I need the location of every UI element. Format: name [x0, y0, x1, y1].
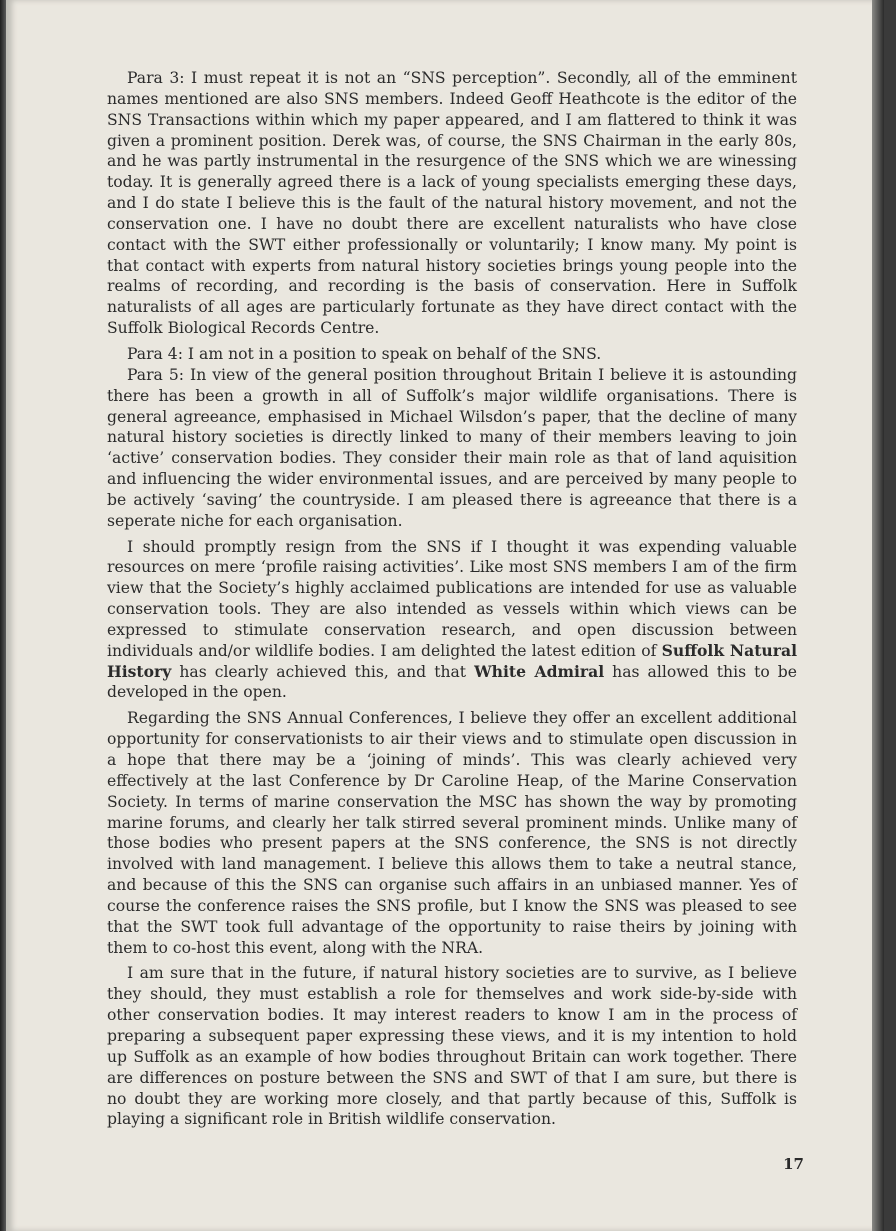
document-page — [6, 0, 884, 1231]
paragraph-para-3: Para 3: I must repeat it is not an “SNS perception”. Secondly, all of the emminent names mentioned are also SNS members. Indeed Geoff Heathcote is the editor of the SNS Transactions within which my paper appeared, and I am flattered to think it was given a prominent position. Derek was, of course, the SNS Chairman in the early 80s, and he was partly instrumental in the resurgence of the SNS which we are winessing today. It is generally agreed there is a lack of young specialists emerging these days, and I do state I believe this is the fault of the natural history movement, and not the conservation one. I have no doubt there are excellent naturalists who have close contact with the SWT either professionally or voluntarily; I know many. My point is that contact with experts from natural history societies brings young people into the realms of recording, and recording is the basis of conservation. Here in Suffolk naturalists of all ages are particularly fortunate as they have direct contact with the Suffolk Biological Records Centre. — [107, 69, 797, 338]
text-span: I should promptly resign from the SNS if I thought it was expending valuable resources on mere ‘profile raising activities’. Like most SNS members I am of the firm view that the Society’s highly acclaimed publications are intended for use as valuable conservation tools. They are also intended as vessels within which views can be expressed to stimulate conservation research, and open discussion between individuals and/or wildlife bodies. I am delighted the latest edition of — [107, 537, 797, 660]
publication-title: White Admiral — [474, 661, 605, 681]
text-span: has allowed this to be developed in the open. — [107, 662, 797, 702]
publication-title: Suffolk Natural History — [107, 640, 797, 681]
paragraph-conclusion: I am sure that in the future, if natural history societies are to survive, as I believe they should, they must establish a role for themselves and work side-by-side with other conservation bodies. It may interest readers to know I am in the process of preparing a subsequent paper expressing these views, and it is my intention to hold up Suffolk as an example of how bodies throughout Britain can work together. There are differences on posture between the SNS and SWT of that I am sure, but there is no doubt they are working more closely, and that partly because of this, Suffolk is playing a significant role in British wildlife conservation. — [107, 964, 797, 1129]
text-span: has clearly achieved this, and that — [171, 662, 475, 681]
paragraph-conferences: Regarding the SNS Annual Conferences, I believe they offer an excellent additional opportunity for conservationists to air their views and to stimulate open discussion in a hope that there may be a ‘joining of minds’. This was clearly achieved very effectively at the last Conference by Dr Caroline Heap, of the Marine Conservation Society. In terms of marine conservation the MSC has shown the way by promoting marine forums, and clearly her talk stirred several prominent minds. Unlike many of those bodies who present papers at the SNS conference, the SNS is not directly involved with land management. I believe this allows them to take a neutral stance, and because of this the SNS can organise such affairs in an unbiased manner. Yes of course the conference raises the SNS profile, but I know the SNS was pleased to see that the SWT took full advantage of the opportunity to raise theirs by joining with them to co-host this event, along with the NRA. — [107, 709, 797, 957]
page-edge — [872, 0, 884, 1231]
paragraph-para-4: Para 4: I am not in a position to speak on behalf of the SNS. — [127, 344, 602, 363]
body-text — [107, 68, 797, 1130]
paragraph-para-5: Para 5: In view of the general position throughout Britain I believe it is astounding there has been a growth in all of Suffolk’s major wildlife organisations. There is general agreeance, emphasised in Michael Wilsdon’s paper, that the decline of many natural history societies is directly linked to many of their members leaving to join ‘active’ conservation bodies. They consider their main role as that of land aquisition and influencing the wider environmental issues, and are perceived by many people to be actively ‘saving’ the countryside. I am pleased there is agreeance that there is a seperate niche for each organisation. — [107, 365, 797, 530]
page-number: 17 — [783, 1155, 804, 1173]
paragraph-profile-raising — [107, 537, 797, 704]
